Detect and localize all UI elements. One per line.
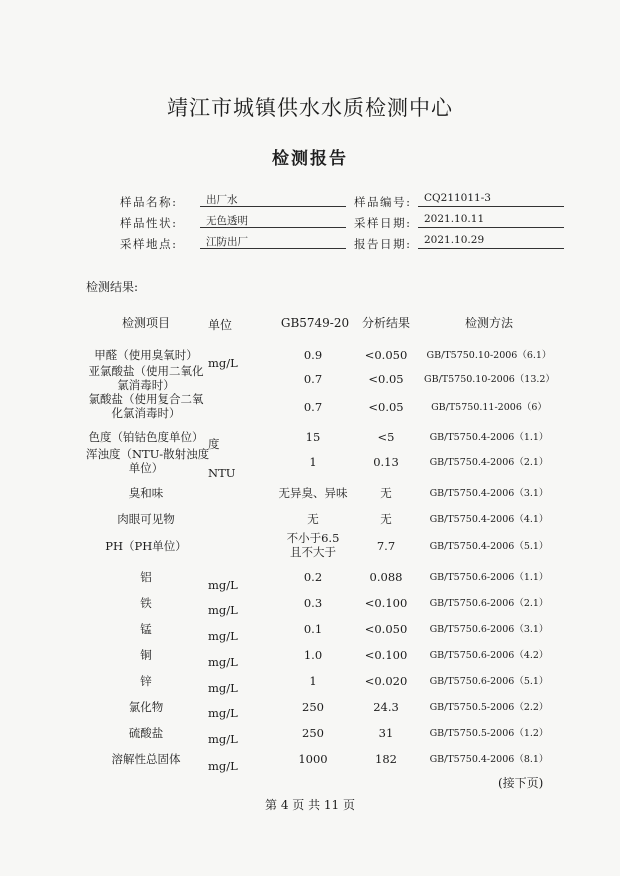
row-item: 溶解性总固体 — [111, 752, 181, 766]
report-title: 检测报告 — [272, 149, 348, 169]
sample-number-value: CQ211011-3 — [418, 192, 564, 207]
row-item: 氯化物 — [128, 700, 164, 714]
row-item: 臭和味 — [128, 486, 164, 500]
header-standard: GB5749-20 — [280, 316, 350, 330]
row-standard: 250 — [302, 700, 324, 714]
row-item: 甲醛（使用臭氧时） — [94, 348, 198, 362]
row-unit: 度 — [208, 437, 220, 451]
sampling-location-label: 采样地点: — [120, 237, 176, 251]
header-result: 分析结果 — [361, 316, 410, 330]
row-unit: mg/L — [208, 759, 238, 773]
row-unit: mg/L — [208, 603, 238, 617]
row-result: <0.100 — [364, 648, 408, 662]
page-number: 第 4 页 共 11 页 — [265, 798, 355, 812]
row-result: 无 — [380, 512, 392, 526]
row-result: <0.05 — [368, 372, 404, 386]
row-item: 锌 — [140, 674, 152, 688]
row-standard: 0.2 — [303, 570, 323, 584]
row-standard: 0.9 — [303, 348, 323, 362]
row-standard: 1.0 — [303, 648, 323, 662]
row-result: <5 — [377, 430, 395, 444]
header-method: 检测方法 — [464, 316, 513, 330]
report-date-label: 报告日期: — [354, 237, 410, 251]
row-standard: 0.1 — [303, 622, 323, 636]
row-unit: mg/L — [208, 655, 238, 669]
row-method: GB/T5750.6-2006（2.1） — [429, 598, 549, 609]
row-item: 铜 — [140, 648, 152, 662]
row-method: GB/T5750.6-2006（4.2） — [429, 650, 549, 661]
row-method: GB/T5750.4-2006（1.1） — [429, 432, 549, 443]
row-method: GB/T5750.4-2006（8.1） — [429, 754, 549, 765]
row-standard: 1 — [309, 455, 317, 469]
row-item: 肉眼可见物 — [117, 512, 175, 526]
row-method: GB/T5750.6-2006（3.1） — [429, 624, 549, 635]
row-result: 0.13 — [373, 455, 399, 469]
row-standard: 无异臭、异味 — [278, 486, 348, 500]
sampling-location-value: 江防出厂 — [200, 234, 346, 249]
row-item: 锰 — [140, 622, 152, 636]
row-standard: 250 — [302, 726, 324, 740]
row-standard: 15 — [305, 430, 321, 444]
row-unit: mg/L — [208, 629, 238, 643]
header-unit: 单位 — [208, 318, 233, 332]
row-unit: mg/L — [208, 578, 238, 592]
row-result: 182 — [375, 752, 397, 766]
row-unit: mg/L — [208, 681, 238, 695]
row-item: 色度（铂钴色度单位） — [88, 430, 204, 444]
sample-number-label: 样品编号: — [354, 195, 410, 209]
continued-note: (接下页) — [498, 776, 544, 790]
row-result: 31 — [378, 726, 394, 740]
row-unit: mg/L — [208, 732, 238, 746]
row-item: 硫酸盐 — [128, 726, 164, 740]
row-result: 24.3 — [373, 700, 399, 714]
row-method: GB/T5750.4-2006（4.1） — [429, 514, 549, 525]
row-method: GB/T5750.10-2006（13.2） — [424, 374, 555, 385]
row-method: GB/T5750.4-2006（5.1） — [429, 541, 549, 552]
row-method: GB/T5750.4-2006（2.1） — [429, 457, 549, 468]
row-standard: 不小于6.5 — [286, 531, 340, 545]
row-standard: 且不大于 — [290, 545, 336, 559]
row-method: GB/T5750.11-2006（6） — [431, 402, 547, 413]
row-item: 浑浊度（NTU-散射浊度 — [86, 447, 210, 461]
row-item: 氯消毒时） — [117, 378, 175, 392]
row-item: 氯酸盐（使用复合二氧 — [88, 392, 204, 406]
row-item: 亚氯酸盐（使用二氧化 — [88, 364, 204, 378]
row-item: 铝 — [140, 570, 152, 584]
row-item: 单位） — [128, 461, 164, 475]
row-method: GB/T5750.5-2006（1.2） — [429, 728, 549, 739]
row-result: <0.100 — [364, 596, 408, 610]
report-date-value: 2021.10.29 — [418, 234, 564, 249]
row-method: GB/T5750.10-2006（6.1） — [426, 350, 552, 361]
row-method: GB/T5750.6-2006（5.1） — [429, 676, 549, 687]
row-unit: mg/L — [208, 356, 238, 370]
sample-state-value: 无色透明 — [200, 213, 346, 228]
row-result: 无 — [380, 486, 392, 500]
results-label: 检测结果: — [86, 280, 139, 294]
row-item: 化氯消毒时） — [111, 406, 181, 420]
row-standard: 1 — [309, 674, 317, 688]
organization-name: 靖江市城镇供水水质检测中心 — [167, 96, 453, 120]
row-result: 7.7 — [376, 539, 396, 553]
sample-name-value: 出厂水 — [200, 192, 346, 207]
row-item: PH（PH单位） — [105, 539, 187, 553]
sample-name-label: 样品名称: — [120, 195, 176, 209]
row-standard: 0.7 — [303, 400, 323, 414]
row-result: 0.088 — [369, 570, 403, 584]
row-result: <0.020 — [364, 674, 408, 688]
row-standard: 1000 — [298, 752, 328, 766]
header-item: 检测项目 — [121, 316, 170, 330]
row-method: GB/T5750.6-2006（1.1） — [429, 572, 549, 583]
row-method: GB/T5750.4-2006（3.1） — [429, 488, 549, 499]
row-standard: 0.3 — [303, 596, 323, 610]
row-item: 铁 — [140, 596, 152, 610]
sampling-date-label: 采样日期: — [354, 216, 410, 230]
sampling-date-value: 2021.10.11 — [418, 213, 564, 228]
row-result: <0.050 — [364, 622, 408, 636]
row-unit: NTU — [208, 466, 236, 480]
row-method: GB/T5750.5-2006（2.2） — [429, 702, 549, 713]
row-standard: 0.7 — [303, 372, 323, 386]
sample-state-label: 样品性状: — [120, 216, 176, 230]
row-standard: 无 — [307, 512, 319, 526]
row-result: <0.05 — [368, 400, 404, 414]
row-unit: mg/L — [208, 706, 238, 720]
row-result: <0.050 — [364, 348, 408, 362]
